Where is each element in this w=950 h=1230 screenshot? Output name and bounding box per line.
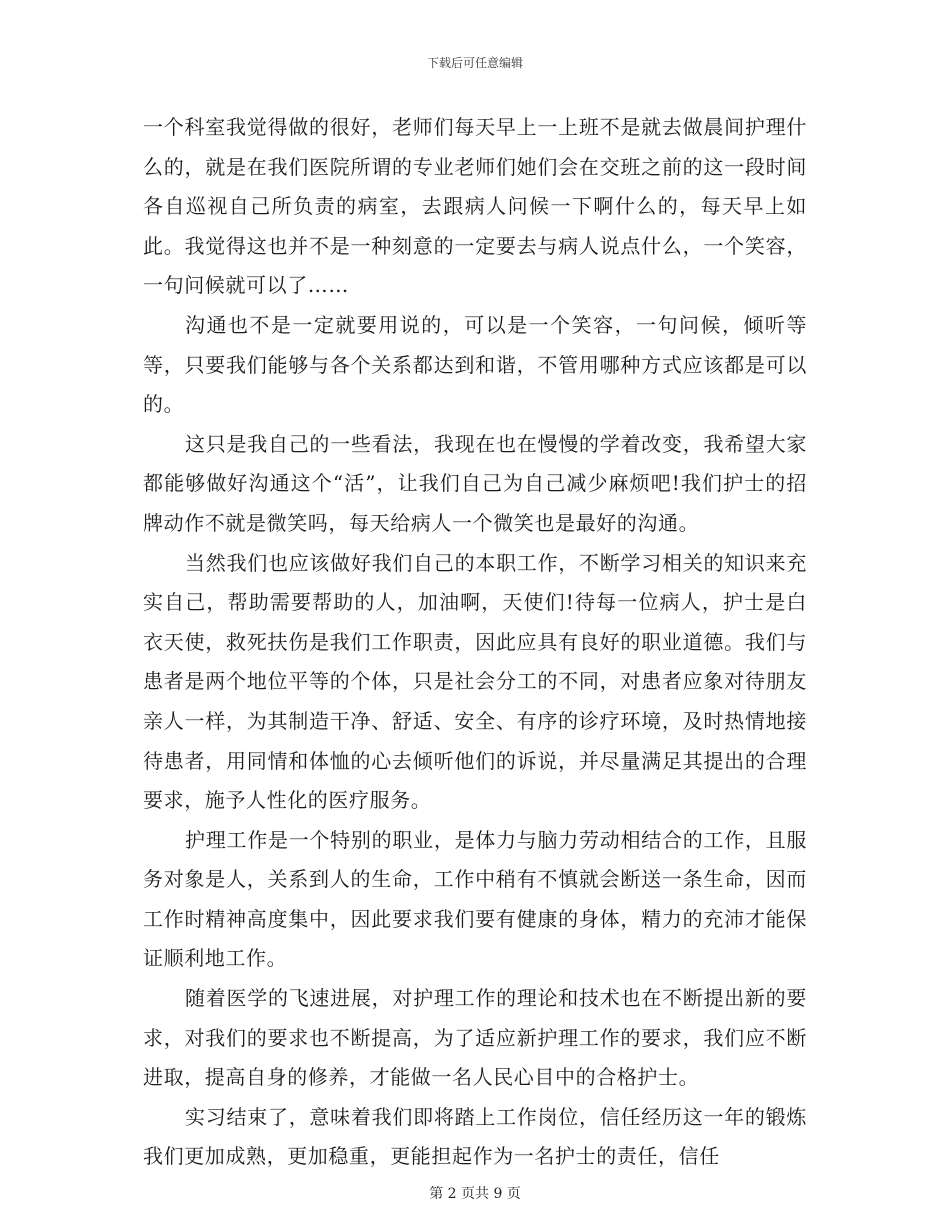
paragraph-professional-duty: 当然我们也应该做好我们自己的本职工作，不断学习相关的知识来充实自己，帮助需要帮助的人，加油啊，天使们!待每一位病人，护士是白衣天使，救死扶伤是我们工作职责，因此应具有良好的职业道德。我们与患者是两个地位平等的个体，只是社会分工的不同，对患者应象对待朋友亲人一样，为其制造干净、舒适、安全、有序的诊疗环境，及时热情地接待患者，用同情和体恤的心去倾听他们的诉说，并尽量满足其提出的合理要求，施予人性化的医疗服务。 — [143, 550, 807, 813]
page-footer: 第 2 页共 9 页 — [429, 1186, 521, 1202]
paragraph-continuation: 一个科室我觉得做的很好，老师们每天早上一上班不是就去做晨间护理什么的，就是在我们医院所谓的专业老师们她们会在交班之前的这一段时间各自巡视自己所负责的病室，去跟病人问候一下啊什么的，每天早上如此。我觉得这也并不是一种刻意的一定要去与病人说点什么，一个笑容，一句问候就可以了…… — [143, 115, 807, 298]
paragraph-personal-view: 这只是我自己的一些看法，我现在也在慢慢的学着改变，我希望大家都能够做好沟通这个“活”，让我们自己为自己减少麻烦吧!我们护士的招牌动作不就是微笑吗，每天给病人一个微笑也是最好的沟通。 — [143, 431, 807, 535]
paragraph-nursing-work: 护理工作是一个特别的职业，是体力与脑力劳动相结合的工作，且服务对象是人，关系到人的生命，工作中稍有不慎就会断送一条生命，因而工作时精神高度集中，因此要求我们要有健康的身体，精力的充沛才能保证顺利地工作。 — [143, 827, 807, 971]
document-body — [143, 108, 807, 1177]
page-header: 下载后可任意编辑 — [426, 56, 523, 70]
paragraph-communication: 沟通也不是一定就要用说的，可以是一个笑容，一句问候，倾听等等，只要我们能够与各个关系都达到和谐，不管用哪种方式应该都是可以的。 — [143, 312, 807, 417]
paragraph-internship-end: 实习结束了，意味着我们即将踏上工作岗位，信任经历这一年的锻炼我们更加成熟，更加稳重，更能担起作为一名护士的责任，信任 — [143, 1104, 807, 1169]
paragraph-medical-progress: 随着医学的飞速进展，对护理工作的理论和技术也在不断提出新的要求，对我们的要求也不断提高，为了适应新护理工作的要求，我们应不断进取，提高自身的修养，才能做一名人民心目中的合格护士。 — [143, 986, 807, 1090]
